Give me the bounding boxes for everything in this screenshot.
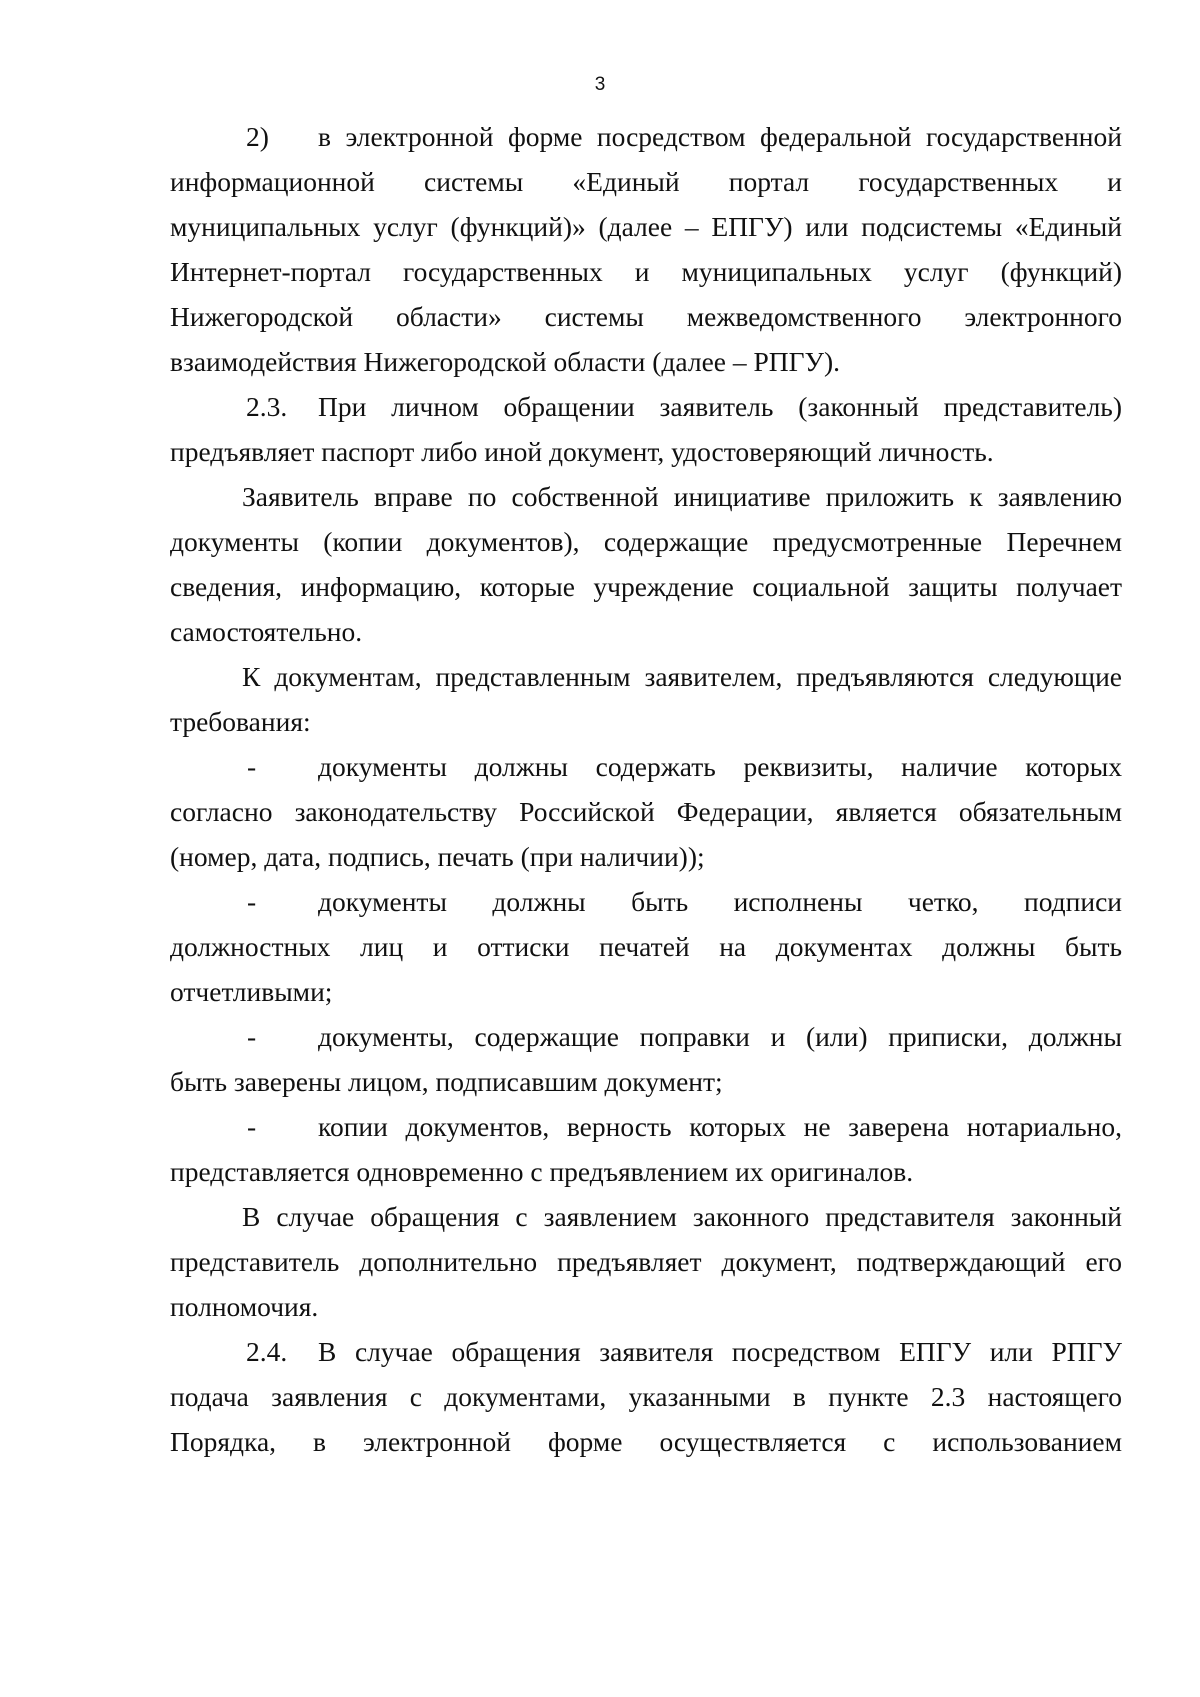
text-line: При личном обращении заявитель (законный представитель) (318, 391, 1122, 422)
text-line: документы должны быть исполнены четко, подписи (318, 886, 1122, 917)
text-line: Порядка, в электронной форме осуществляется с использованием (170, 1426, 1122, 1457)
text-line: представитель дополнительно предъявляет документ, подтверждающий его (170, 1246, 1122, 1277)
text-line: сведения, информацию, которые учреждение социальной защиты получает (170, 571, 1122, 602)
text-line: полномочия. (170, 1291, 319, 1322)
text-line: муниципальных услуг (функций)» (далее – ЕПГУ) или подсистемы «Единый (170, 211, 1122, 242)
text-line: Заявитель вправе по собственной инициативе приложить к заявлению (242, 481, 1122, 512)
text-line: К документам, представленным заявителем, предъявляются следующие (242, 661, 1122, 692)
section-number-2-4: 2.4. (246, 1336, 288, 1367)
text-line: документы должны содержать реквизиты, наличие которых (318, 751, 1122, 782)
text-line: Нижегородской области» системы межведомственного электронного (170, 301, 1122, 332)
text-line: требования: (170, 706, 311, 737)
list-dash: - (247, 886, 257, 917)
text-line: копии документов, верность которых не заверена нотариально, (318, 1111, 1122, 1142)
text-line: согласно законодательству Российской Федерации, является обязательным (170, 796, 1122, 827)
text-line: (номер, дата, подпись, печать (при наличии)); (170, 841, 705, 872)
list-dash: - (247, 1021, 257, 1052)
text-line: взаимодействия Нижегородской области (далее – РПГУ). (170, 346, 841, 377)
text-line: должностных лиц и оттиски печатей на документах должны быть (170, 931, 1122, 962)
text-line: самостоятельно. (170, 616, 363, 647)
text-line: предъявляет паспорт либо иной документ, удостоверяющий личность. (170, 436, 994, 467)
text-line: быть заверены лицом, подписавшим документ; (170, 1066, 723, 1097)
list-dash: - (247, 751, 257, 782)
text-line: В случае обращения заявителя посредством ЕПГУ или РПГУ (318, 1336, 1122, 1367)
text-line: подача заявления с документами, указанными в пункте 2.3 настоящего (170, 1381, 1122, 1412)
item-number-2: 2) (246, 121, 269, 152)
section-number-2-3: 2.3. (246, 391, 288, 422)
text-line: в электронной форме посредством федеральной государственной (318, 121, 1122, 152)
text-line: В случае обращения с заявлением законного представителя законный (242, 1201, 1122, 1232)
text-line: Интернет-портал государственных и муниципальных услуг (функций) (170, 256, 1122, 287)
text-line: отчетливыми; (170, 976, 333, 1007)
page-number: 3 (594, 74, 606, 95)
text-line: информационной системы «Единый портал государственных и (170, 166, 1122, 197)
text-line: документы (копии документов), содержащие предусмотренные Перечнем (170, 526, 1122, 557)
text-line: представляется одновременно с предъявлением их оригиналов. (170, 1156, 914, 1187)
list-dash: - (247, 1111, 257, 1142)
text-line: документы, содержащие поправки и (или) приписки, должны (318, 1021, 1122, 1052)
